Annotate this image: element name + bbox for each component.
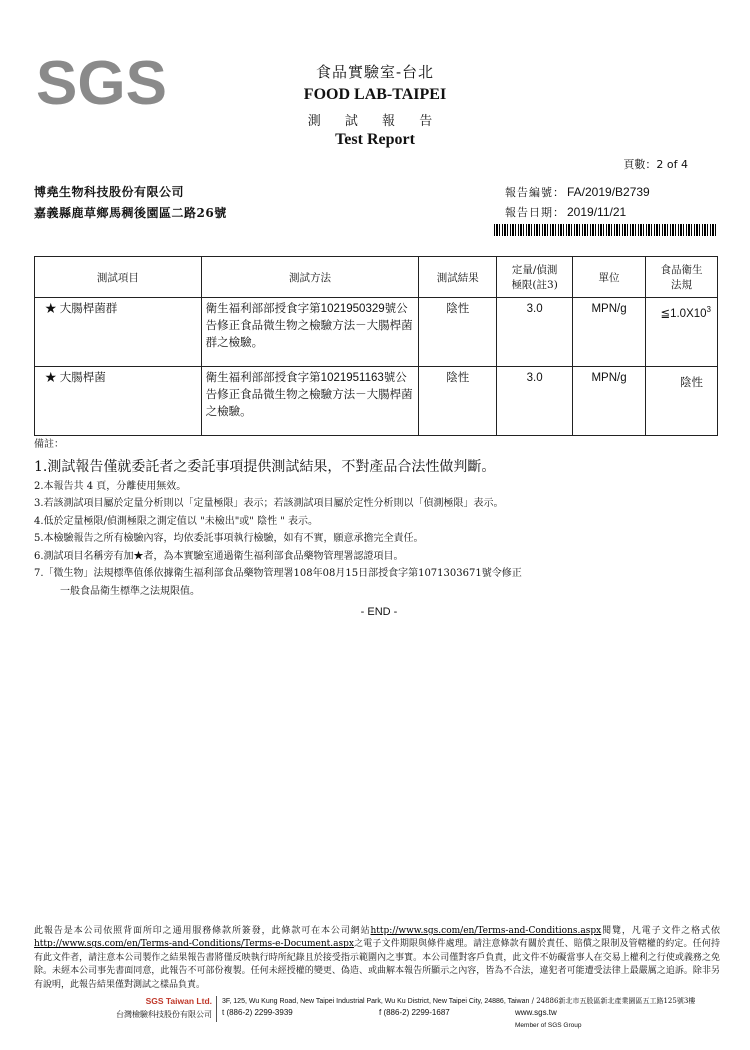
sgs-logo-text: SGS [36,52,167,110]
end-marker: - END - [360,606,398,618]
cell-unit: MPN/g [573,367,646,436]
address-cn: / 24886新北市五股區新北產業園區五工路125號3樓 [531,997,696,1005]
lab-name-en: FOOD LAB-TAIPEI [303,86,447,103]
notes-title: 備註： [34,439,64,450]
note-item: 4.低於定量極限/偵測極限之測定值以 "未檢出"或" 陰性 " 表示。 [34,515,319,527]
note-item: 一般食品衛生標準之法規限值。 [60,585,200,597]
cell-regulation [645,367,717,436]
report-date [505,204,626,220]
terms-link[interactable]: http://www.sgs.com/en/Terms-and-Conditions.aspx [370,926,602,936]
page-number: 頁數：2 of 4 [623,158,688,171]
disclaimer-text: 此報告是本公司依照背面所印之通用服務條款所簽發，此條款可在本公司網站 [34,926,371,936]
cell-limit: 3.0 [497,367,573,436]
report-number-label: 報告編號： [505,186,565,199]
cell-result: 陰性 [419,367,497,436]
note-item: 2.本報告共 4 頁，分離使用無效。 [34,480,187,492]
regulation-value: ≦1.0X10 [660,307,707,320]
table-row [35,298,718,367]
regulation-exponent: 3 [706,305,711,314]
note-item: 7.「微生物」法規標準值係依據衛生福利部食品藥物管理署108年08月15日部授食字第1071303671號令修正 [34,568,522,579]
note-item: 6.測試項目名稱旁有加★者，為本實驗室通過衛生福利部食品藥物管理署認證項目。 [34,550,404,562]
disclaimer-text: 之電子文件期限與條件處理。請注意條款有關於責任、賠償之限制及管轄權的約定。任何持有此文件者，請注意本公司製作之結果報告書將僅反映執行時所紀錄且於接受指示範圍內之事實。本公司僅對客戶負責，此文件不妨礙當事人在交易上權利之行使或義務之免除。未經本公司事先書面同意，此報告不可部份複製。任何未經授權的變更、偽造、或曲解本報告所顯示之內容，皆為不合法，違犯者可能遭受法律上最嚴厲之追訴。除非另有說明，此報告結果僅對測試之樣品負責。 [34,939,720,990]
report-title-en: Test Report [335,131,415,148]
cell-result: 陰性 [419,298,497,367]
disclaimer-text: 閱覽，凡電子文件之格式依 [601,926,720,936]
col-header-limit: 定量/偵測 極限(註3) [497,257,573,298]
report-number-value: FA/2019/B2739 [567,185,650,199]
results-table [34,256,718,436]
note-item: 1.測試報告僅就委託者之委託事項提供測試結果，不對產品合法性做判斷。 [34,458,496,475]
sgs-logo [34,52,168,110]
cell-item: ★ 大腸桿菌 [35,367,202,436]
report-title-cn: 測 試 報 告 [307,114,443,129]
col-header-item: 測試項目 [35,257,202,298]
note-item: 5.本檢驗報告之所有檢驗內容，均依委託事項執行檢驗，如有不實，願意承擔完全責任。 [34,533,424,544]
company-name-cn: 台灣檢驗科技股份有限公司 [116,1010,212,1019]
fax: f (886-2) 2299-1687 [379,1008,450,1017]
footer-divider [216,996,217,1022]
cell-item: ★ 大腸桿菌群 [35,298,202,367]
phone: t (886-2) 2299-3939 [222,1008,293,1017]
terms-e-document-link[interactable]: http://www.sgs.com/en/Terms-and-Conditions/Terms-e-Document.aspx [34,939,354,950]
table-row [35,367,718,436]
col-header-method: 測試方法 [201,257,419,298]
cell-method: 衛生福利部部授食字第1021951163號公告修正食品微生物之檢驗方法－大腸桿菌之檢驗。 [201,367,419,436]
website[interactable]: www.sgs.tw [515,1008,557,1017]
customer-name: 博堯生物科技股份有限公司 [34,185,185,199]
col-header-unit: 單位 [573,257,646,298]
note-item: 3.若該測試項目屬於定量分析則以「定量極限」表示；若該測試項目屬於定性分析則以「偵測極限」表示。 [34,498,504,509]
cell-regulation [645,298,717,367]
barcode [494,224,716,236]
regulation-value: 陰性 [680,376,703,389]
report-number [505,184,650,200]
address-en: 3F, 125, Wu Kung Road, New Taipei Industrial Park, Wu Ku District, New Taipei City, 24886, Taiwan [222,998,530,1005]
cell-limit: 3.0 [497,298,573,367]
customer-address: 嘉義縣鹿草鄉馬稠後園區二路26號 [34,206,227,220]
report-date-label: 報告日期： [505,206,565,219]
table-header-row [35,257,718,298]
col-header-result: 測試結果 [419,257,497,298]
col-header-regulation: 食品衛生 法規 [645,257,717,298]
notes [34,436,724,622]
cell-method: 衛生福利部部授食字第1021950329號公告修正食品微生物之檢驗方法－大腸桿菌群之檢驗。 [201,298,419,367]
lab-name-cn: 食品實驗室-台北 [315,63,435,81]
member-of-sgs: Member of SGS Group [515,1022,582,1029]
company-name-en: SGS Taiwan Ltd. [145,996,212,1006]
disclaimer [34,925,720,992]
report-date-value: 2019/11/21 [567,205,627,219]
cell-unit: MPN/g [573,298,646,367]
